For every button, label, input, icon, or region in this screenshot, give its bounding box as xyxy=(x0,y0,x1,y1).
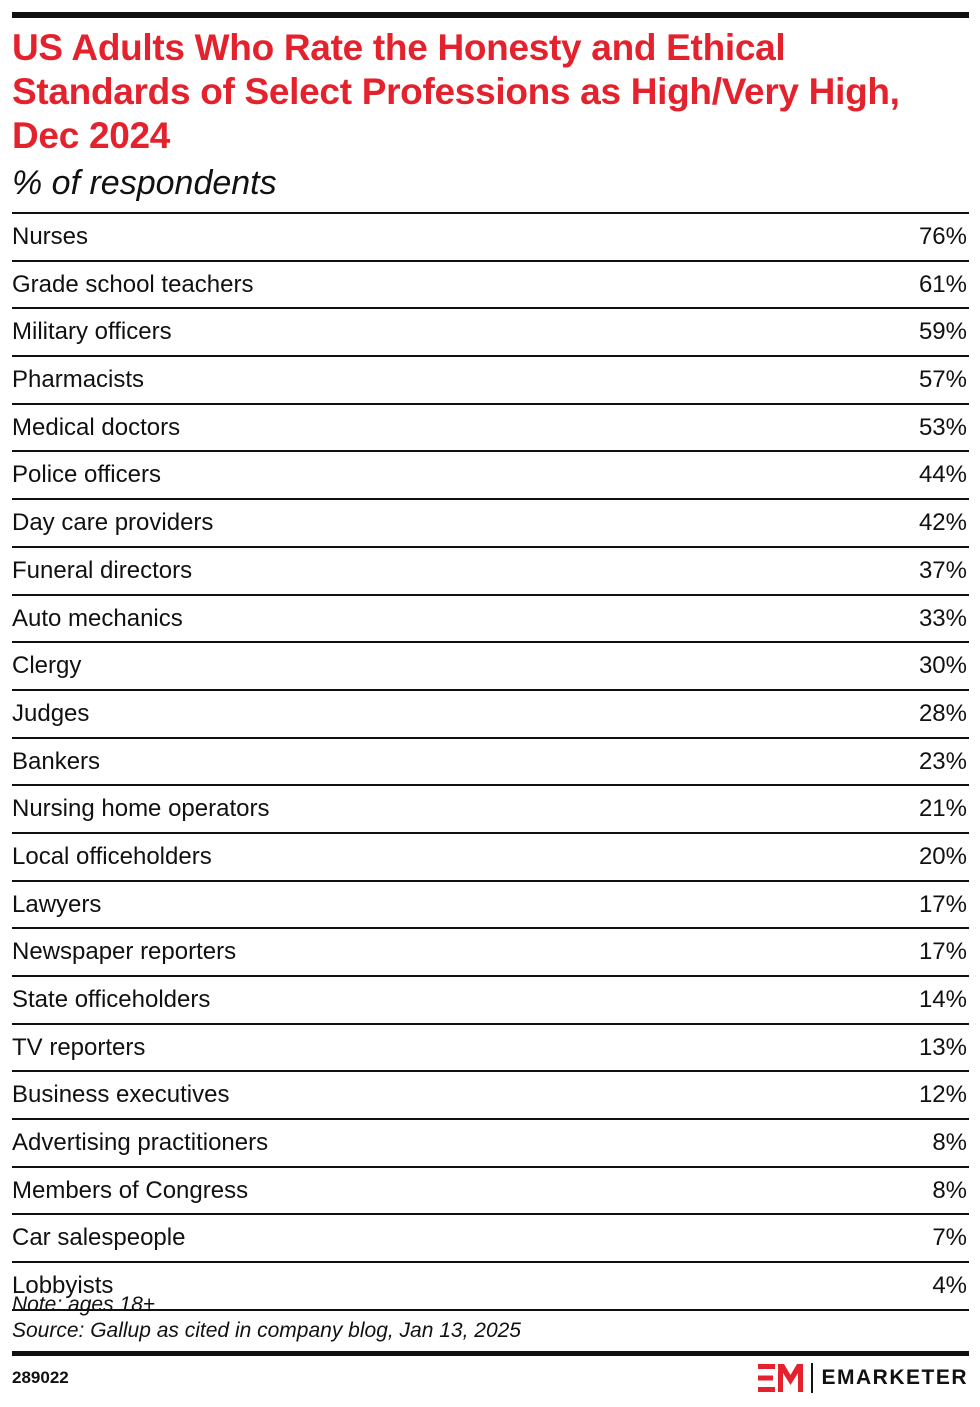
table-row xyxy=(12,405,969,453)
row-label: Grade school teachers xyxy=(12,270,254,298)
table-row xyxy=(12,834,969,882)
row-value: 42% xyxy=(918,509,967,537)
chart-title: US Adults Who Rate the Honesty and Ethical Standards of Select Professions as High/Very High, Dec 2024 xyxy=(12,27,900,156)
row-label: Advertising practitioners xyxy=(12,1129,269,1157)
row-label: Medical doctors xyxy=(12,413,181,441)
table-row xyxy=(12,1120,969,1168)
row-label: Newspaper reporters xyxy=(12,938,237,966)
table-row xyxy=(12,929,969,977)
row-value: 13% xyxy=(918,1033,967,1061)
row-value: 8% xyxy=(932,1129,967,1157)
row-value: 4% xyxy=(932,1272,967,1300)
row-label: Nursing home operators xyxy=(12,795,270,823)
row-label: Day care providers xyxy=(12,509,214,537)
table-row xyxy=(12,214,969,262)
row-value: 14% xyxy=(918,986,967,1013)
table-row xyxy=(12,882,969,930)
table-row xyxy=(12,643,969,691)
row-value: 59% xyxy=(918,318,967,346)
chart-note: Note: ages 18+ xyxy=(12,1293,156,1316)
emarketer-logo xyxy=(758,1362,968,1394)
table-row xyxy=(12,691,969,739)
table-row xyxy=(12,452,969,500)
row-label: Judges xyxy=(12,699,90,727)
table-row xyxy=(12,739,969,787)
row-label: Lawyers xyxy=(12,890,102,918)
chart-source: Source: Gallup as cited in company blog, Jan 13, 2025 xyxy=(12,1319,521,1342)
row-label: Business executives xyxy=(12,1081,230,1109)
table-row xyxy=(12,1025,969,1073)
row-label: Clergy xyxy=(12,652,82,680)
row-value: 20% xyxy=(918,842,967,870)
bottom-rule xyxy=(12,1351,969,1356)
row-label: Bankers xyxy=(12,747,101,775)
row-label: TV reporters xyxy=(12,1033,146,1061)
row-value: 61% xyxy=(918,270,967,298)
table-row xyxy=(12,262,969,310)
data-table xyxy=(12,212,969,1311)
row-label: State officeholders xyxy=(12,986,211,1013)
row-value: 37% xyxy=(918,556,967,584)
brand-name: EMARKETER xyxy=(821,1366,968,1389)
row-label: Car salespeople xyxy=(12,1224,186,1252)
row-value: 53% xyxy=(918,413,967,441)
table-row xyxy=(12,548,969,596)
row-label: Police officers xyxy=(12,461,161,489)
row-value: 28% xyxy=(918,699,967,727)
row-value: 21% xyxy=(918,795,967,823)
table-row xyxy=(12,1263,969,1311)
chart-subtitle: % of respondents xyxy=(12,164,277,202)
row-value: 44% xyxy=(918,461,967,489)
row-value: 57% xyxy=(918,366,967,394)
chart-id: 289022 xyxy=(12,1368,69,1387)
table-row xyxy=(12,786,969,834)
row-label: Funeral directors xyxy=(12,556,193,584)
row-label: Nurses xyxy=(12,223,89,250)
row-value: 7% xyxy=(932,1224,967,1252)
table-row xyxy=(12,977,969,1025)
table-row xyxy=(12,309,969,357)
row-value: 30% xyxy=(918,652,967,680)
row-label: Lobbyists xyxy=(12,1272,114,1300)
logo-divider xyxy=(811,1363,813,1393)
table-row xyxy=(12,596,969,644)
emarketer-logo-icon xyxy=(758,1364,804,1392)
table-row xyxy=(12,357,969,405)
row-value: 17% xyxy=(918,938,967,966)
table-row xyxy=(12,1215,969,1263)
row-value: 33% xyxy=(918,604,967,632)
row-value: 23% xyxy=(918,747,967,775)
row-value: 17% xyxy=(918,890,967,918)
table-row xyxy=(12,1168,969,1216)
row-label: Military officers xyxy=(12,318,172,346)
row-label: Members of Congress xyxy=(12,1176,249,1204)
row-label: Auto mechanics xyxy=(12,604,183,632)
row-value: 8% xyxy=(932,1176,967,1204)
top-rule xyxy=(12,12,969,18)
table-row xyxy=(12,500,969,548)
row-label: Local officeholders xyxy=(12,842,212,870)
table-row xyxy=(12,1072,969,1120)
row-value: 76% xyxy=(918,223,967,250)
row-value: 12% xyxy=(918,1081,967,1109)
row-label: Pharmacists xyxy=(12,366,145,394)
